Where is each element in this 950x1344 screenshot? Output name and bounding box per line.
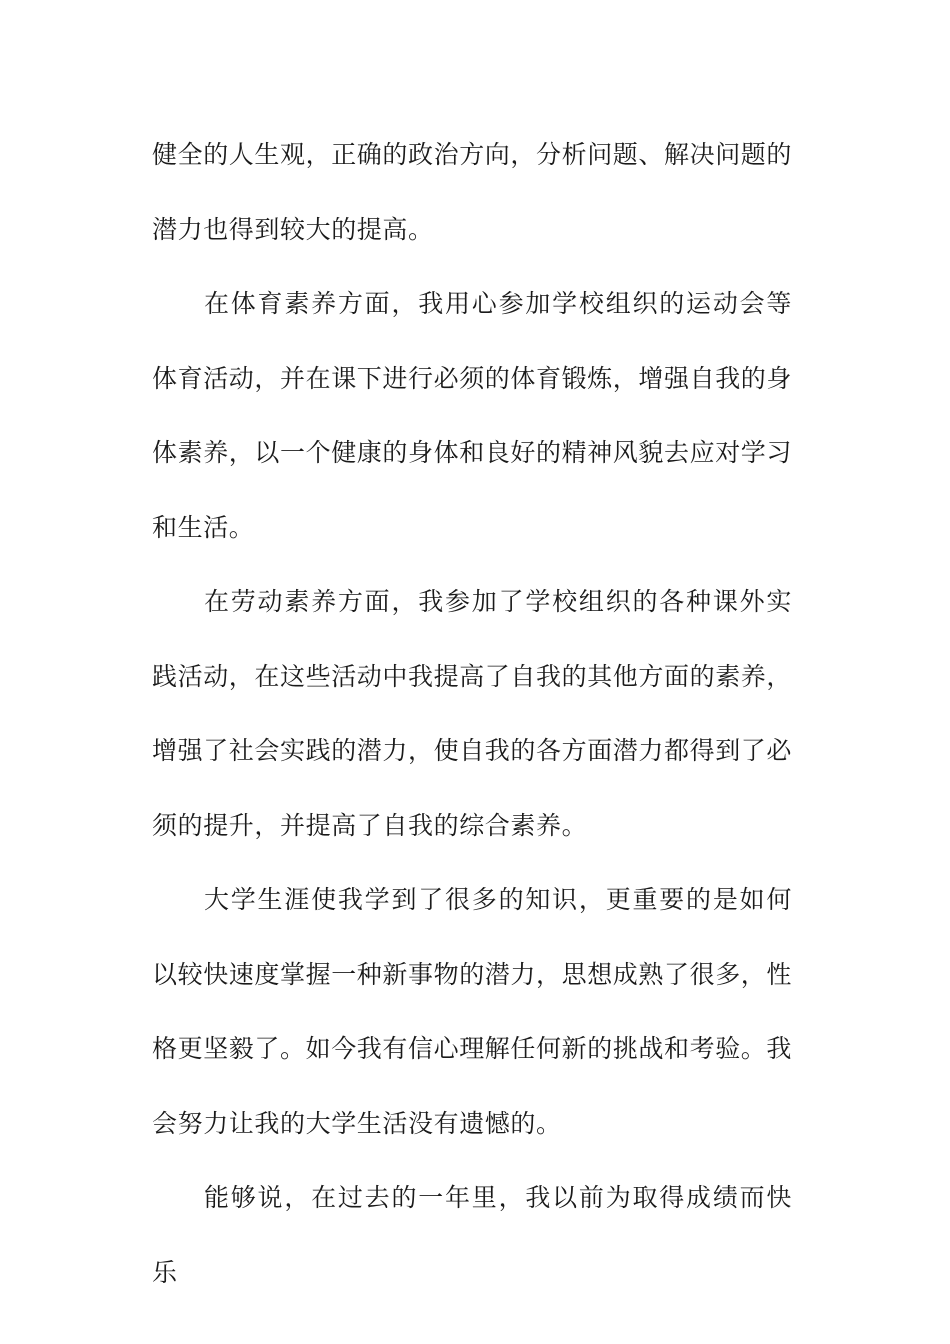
paragraph-sports: 在体育素养方面，我用心参加学校组织的运动会等体育活动，并在课下进行必须的体育锻炼，增强自我的身体素养，以一个健康的身体和良好的精神风貌去应对学习和生活。 (152, 289, 793, 542)
paragraph-university: 大学生涯使我学到了很多的知识，更重要的是如何以较快速度掌握一种新事物的潜力，思想成熟了很多，性格更坚毅了。如今我有信心理解任何新的挑战和考验。我会努力让我的大学生活没有遗憾的。 (152, 885, 793, 1138)
paragraph-labor: 在劳动素养方面，我参加了学校组织的各种课外实践活动，在这些活动中我提高了自我的其他方面的素养，增强了社会实践的潜力，使自我的各方面潜力都得到了必须的提升，并提高了自我的综合素养。 (152, 587, 793, 840)
paragraph-summary: 能够说，在过去的一年里，我以前为取得成绩而快乐 (152, 1183, 792, 1287)
document-body (152, 118, 792, 1310)
paragraph-continuation: 健全的人生观，正确的政治方向，分析问题、解决问题的潜力也得到较大的提高。 (152, 140, 793, 244)
